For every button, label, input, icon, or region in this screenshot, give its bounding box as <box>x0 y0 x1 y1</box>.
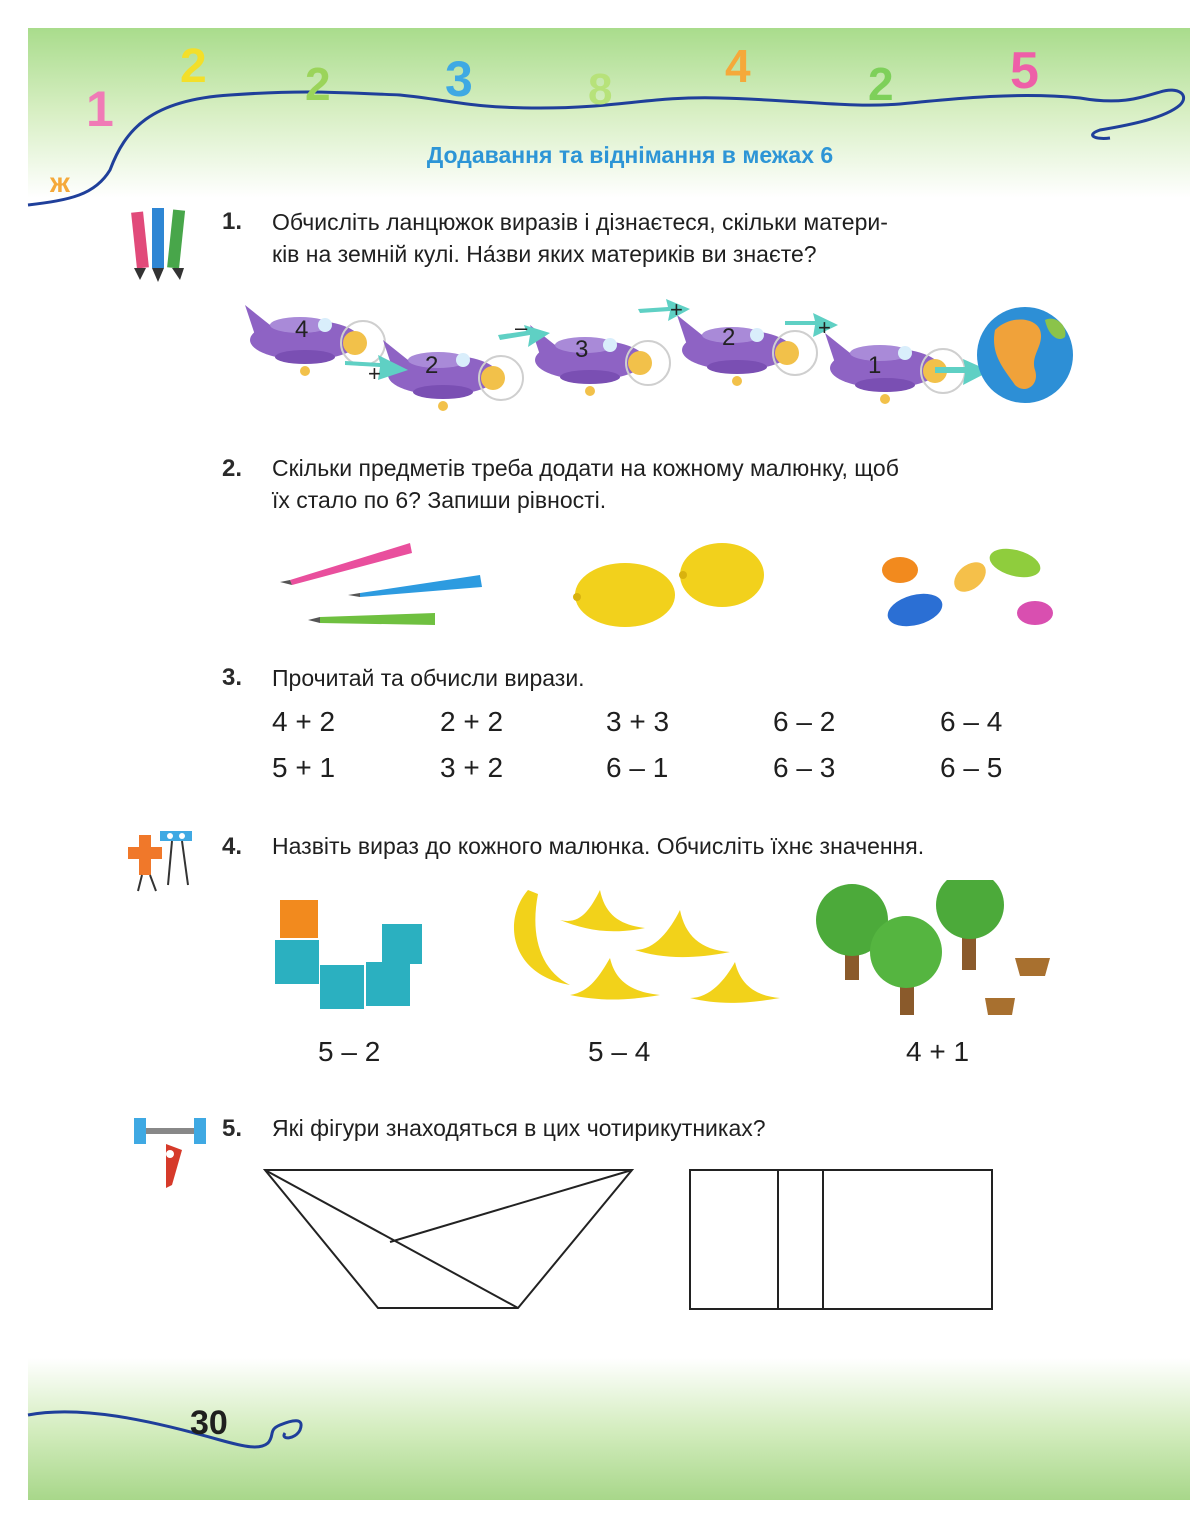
expr-r2-c5: 6 – 5 <box>940 752 1003 783</box>
expr-r1-c2: 2 + 2 <box>440 706 504 737</box>
chain-number-4: 2 <box>722 324 736 351</box>
task2-line2: їх стало по 6? Запиши рівності. <box>272 487 607 513</box>
chain-operator-3: – <box>515 315 528 340</box>
page-number: 30 <box>190 1404 228 1442</box>
svg-text:2: 2 <box>868 58 894 110</box>
caption-cubes: 5 – 2 <box>318 1036 381 1067</box>
svg-text:2: 2 <box>305 58 331 110</box>
globe-icon <box>977 307 1073 403</box>
lemons-picture <box>573 543 764 627</box>
svg-text:2: 2 <box>180 40 207 93</box>
task4-pictures <box>270 880 1070 1030</box>
chain-operator-2: + <box>368 361 381 386</box>
chain-operator-4: + <box>670 297 683 322</box>
chain-number-2: 2 <box>425 352 439 379</box>
header-decoration <box>0 0 1190 230</box>
airplane-chain <box>240 285 1090 415</box>
task4-number: 4. <box>222 833 243 860</box>
dumbbell-pencil-icon <box>130 1110 215 1195</box>
page-title: Додавання та віднімання в межах 6 <box>426 142 834 168</box>
task3-text: Прочитай та обчисли вирази. <box>272 665 585 691</box>
task3-number: 3. <box>222 664 243 691</box>
pencils-picture <box>280 543 482 625</box>
pencils-icon <box>128 204 200 284</box>
task5-text: Які фігури знаходяться в цих чотирикутниках? <box>272 1115 766 1141</box>
expr-r1-c1: 4 + 2 <box>272 706 336 737</box>
task1-line1: Обчисліть ланцюжок виразів і дізнаєтеся, скільки матери- <box>272 209 888 235</box>
plane-3 <box>530 325 670 396</box>
bananas-picture <box>514 890 780 1003</box>
candies-picture <box>882 544 1053 632</box>
task5-number: 5. <box>222 1115 243 1142</box>
chain-number-5: 1 <box>868 352 882 379</box>
expr-r1-c4: 6 – 2 <box>773 706 836 737</box>
plus-minus-characters-icon <box>120 825 200 897</box>
svg-text:1: 1 <box>86 81 114 137</box>
task1-number: 1. <box>222 208 243 235</box>
trees-picture <box>816 880 1050 1015</box>
caption-trees: 4 + 1 <box>906 1036 970 1067</box>
chain-operator-5: + <box>818 315 831 340</box>
cubes-picture <box>275 900 422 1009</box>
chain-number-1: 4 <box>295 316 309 343</box>
svg-text:4: 4 <box>725 40 751 92</box>
task4-text: Назвіть вираз до кожного малюнка. Обчисліть їхнє значення. <box>272 833 925 859</box>
caption-bananas: 5 – 4 <box>588 1036 651 1067</box>
task1-line2: ків на земній кулі. На́зви яких материків ви знаєте? <box>272 241 817 267</box>
plane-2 <box>383 340 523 411</box>
trapezoid-figure <box>265 1170 632 1308</box>
expr-r2-c1: 5 + 1 <box>272 752 336 783</box>
task2-pictures <box>280 535 1080 635</box>
chain-number-3: 3 <box>575 336 589 363</box>
expr-r1-c5: 6 – 4 <box>940 706 1003 737</box>
expr-r1-c3: 3 + 3 <box>606 706 670 737</box>
quadrilaterals-figure <box>250 1160 1010 1320</box>
svg-text:8: 8 <box>588 65 613 114</box>
task2-line1: Скільки предметів треба додати на кожному малюнку, щоб <box>272 455 899 481</box>
svg-text:3: 3 <box>445 51 473 107</box>
digit-characters-icon <box>49 40 1039 198</box>
task2-number: 2. <box>222 455 243 482</box>
plane-4 <box>677 315 817 386</box>
expr-r2-c2: 3 + 2 <box>440 752 504 783</box>
expr-r2-c3: 6 – 1 <box>606 752 669 783</box>
svg-text:5: 5 <box>1010 42 1039 100</box>
footer-wave <box>0 1395 330 1465</box>
expr-r2-c4: 6 – 3 <box>773 752 836 783</box>
svg-text:ж: ж <box>50 167 70 198</box>
rectangle-figure <box>690 1170 992 1309</box>
